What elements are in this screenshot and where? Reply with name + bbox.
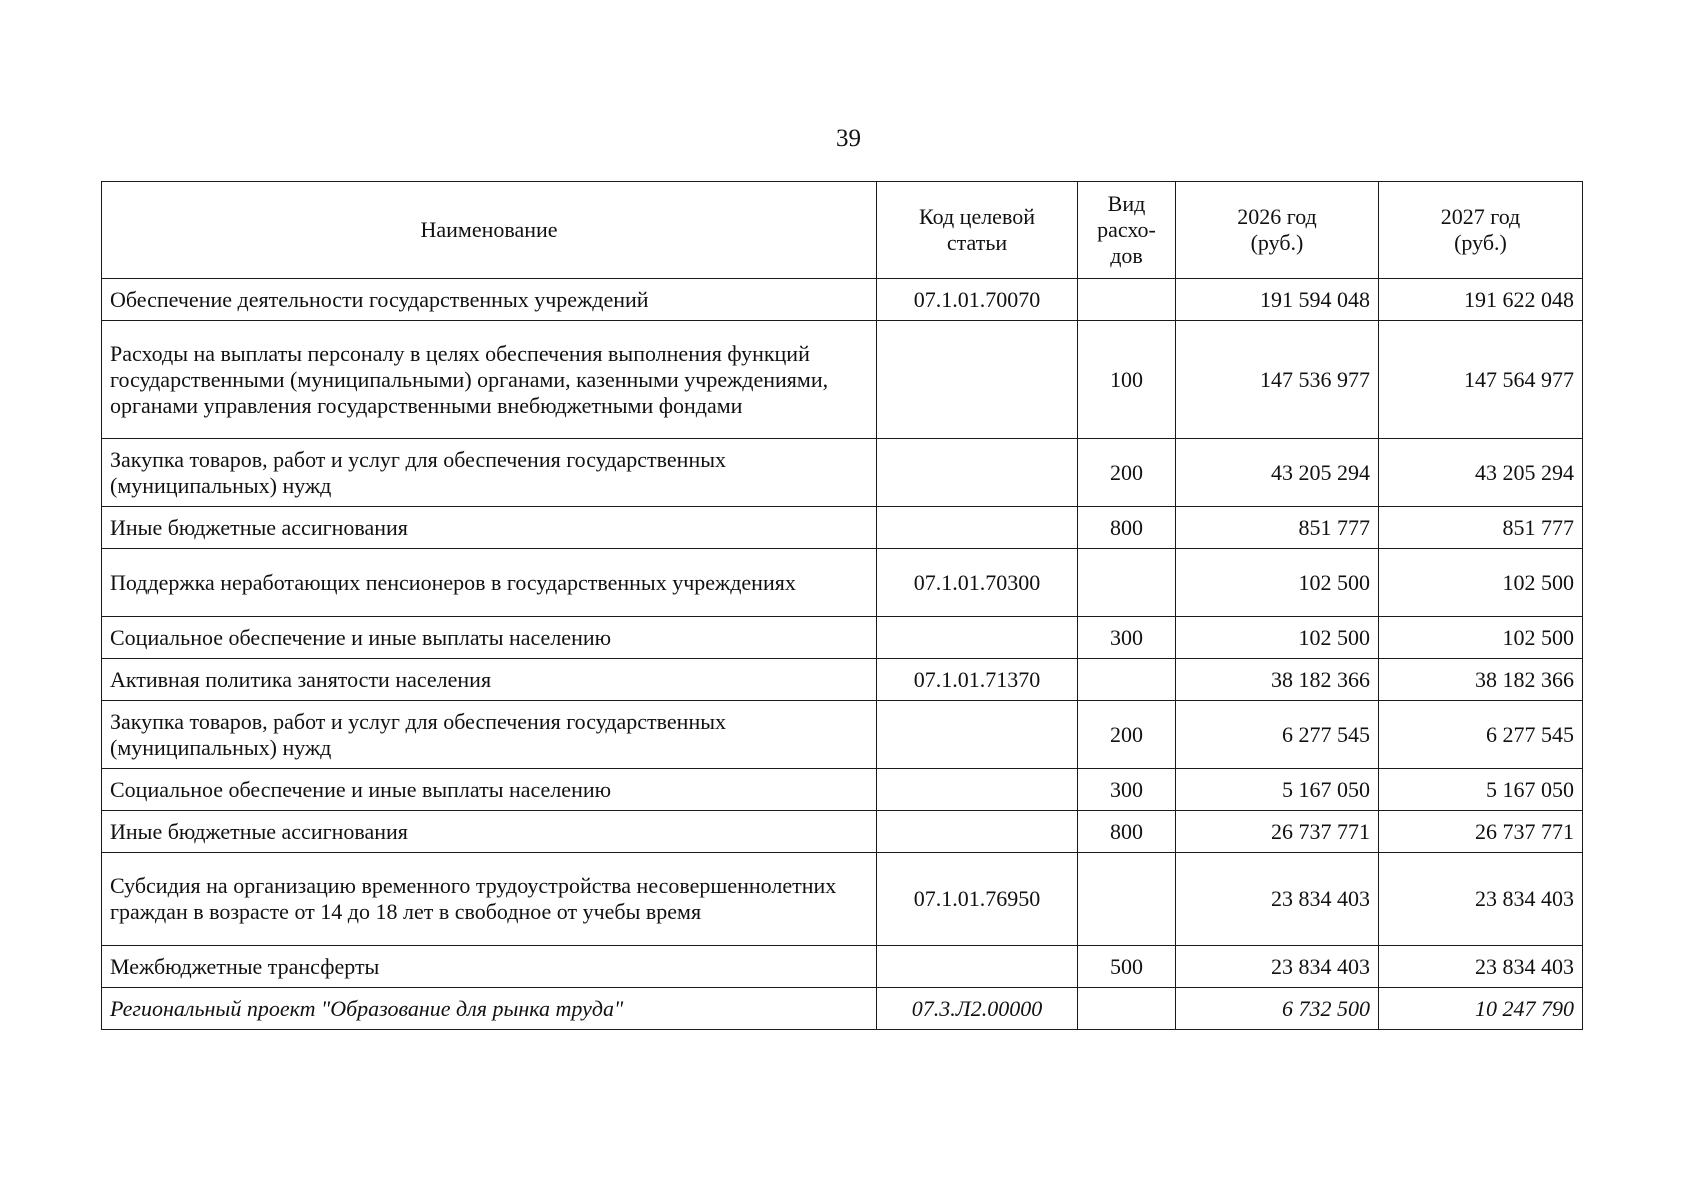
header-code-line: статьи (946, 230, 1008, 255)
cell-name: Расходы на выплаты персоналу в целях обеспечения выполнения функций государственными (муниципальными) органами, казенными учреждениями, органами управления государственными внебюджетными фондами (102, 321, 877, 439)
table-row (102, 439, 1583, 507)
cell-2026: 23 834 403 (1176, 853, 1379, 946)
cell-2027: 23 834 403 (1379, 853, 1583, 946)
cell-name: Социальное обеспечение и иные выплаты населению (102, 769, 877, 811)
cell-2027: 191 622 048 (1379, 279, 1583, 321)
cell-expense-type (1078, 549, 1176, 617)
header-code (877, 182, 1078, 279)
cell-code: 07.1.01.71370 (877, 659, 1078, 701)
cell-expense-type: 300 (1078, 769, 1176, 811)
cell-code (877, 321, 1078, 439)
table-row (102, 279, 1583, 321)
cell-code: 07.1.01.70300 (877, 549, 1078, 617)
cell-2027: 102 500 (1379, 549, 1583, 617)
cell-expense-type (1078, 659, 1176, 701)
cell-2027: 102 500 (1379, 617, 1583, 659)
table-body (102, 279, 1583, 1030)
cell-code: 07.1.01.70070 (877, 279, 1078, 321)
page-number: 39 (836, 125, 861, 152)
table-row (102, 659, 1583, 701)
cell-name: Иные бюджетные ассигнования (102, 507, 877, 549)
cell-code: 07.3.Л2.00000 (877, 988, 1078, 1030)
cell-expense-type: 200 (1078, 701, 1176, 769)
cell-name: Региональный проект "Образование для рынка труда" (102, 988, 877, 1030)
table-row (102, 946, 1583, 988)
cell-expense-type (1078, 279, 1176, 321)
table-row (102, 321, 1583, 439)
cell-expense-type: 300 (1078, 617, 1176, 659)
cell-expense-type: 500 (1078, 946, 1176, 988)
cell-2027: 23 834 403 (1379, 946, 1583, 988)
cell-code (877, 811, 1078, 853)
table-row (102, 988, 1583, 1030)
header-2026 (1176, 182, 1379, 279)
cell-name: Закупка товаров, работ и услуг для обеспечения государственных (муниципальных) нужд (102, 439, 877, 507)
cell-2026: 147 536 977 (1176, 321, 1379, 439)
cell-2026: 6 277 545 (1176, 701, 1379, 769)
cell-2026: 6 732 500 (1176, 988, 1379, 1030)
cell-2027: 851 777 (1379, 507, 1583, 549)
header-2027-line: 2027 год (1440, 204, 1521, 229)
cell-expense-type (1078, 853, 1176, 946)
cell-expense-type: 800 (1078, 507, 1176, 549)
cell-expense-type (1078, 988, 1176, 1030)
cell-code: 07.1.01.76950 (877, 853, 1078, 946)
cell-code (877, 507, 1078, 549)
cell-name: Поддержка неработающих пенсионеров в государственных учреждениях (102, 549, 877, 617)
cell-name: Социальное обеспечение и иные выплаты населению (102, 617, 877, 659)
table-row (102, 617, 1583, 659)
cell-name: Межбюджетные трансферты (102, 946, 877, 988)
cell-2027: 43 205 294 (1379, 439, 1583, 507)
cell-2027: 10 247 790 (1379, 988, 1583, 1030)
cell-code (877, 769, 1078, 811)
table-row (102, 853, 1583, 946)
cell-name: Субсидия на организацию временного трудоустройства несовершеннолетних граждан в возрасте от 14 до 18 лет в свободное от учебы время (102, 853, 877, 946)
cell-2026: 5 167 050 (1176, 769, 1379, 811)
cell-expense-type: 100 (1078, 321, 1176, 439)
cell-2026: 851 777 (1176, 507, 1379, 549)
cell-2026: 102 500 (1176, 549, 1379, 617)
cell-2027: 26 737 771 (1379, 811, 1583, 853)
header-2026-line: 2026 год (1237, 204, 1317, 229)
cell-2026: 191 594 048 (1176, 279, 1379, 321)
cell-code (877, 946, 1078, 988)
header-type-line: расхо- (1097, 217, 1156, 242)
table-row (102, 507, 1583, 549)
budget-table (101, 181, 1583, 1030)
cell-name: Закупка товаров, работ и услуг для обеспечения государственных (муниципальных) нужд (102, 701, 877, 769)
cell-2027: 147 564 977 (1379, 321, 1583, 439)
cell-2027: 6 277 545 (1379, 701, 1583, 769)
table-row (102, 811, 1583, 853)
header-type (1078, 182, 1176, 279)
cell-2026: 38 182 366 (1176, 659, 1379, 701)
table-row (102, 769, 1583, 811)
cell-name: Обеспечение деятельности государственных учреждений (102, 279, 877, 321)
table-header-row (102, 182, 1583, 279)
cell-2027: 5 167 050 (1379, 769, 1583, 811)
cell-code (877, 701, 1078, 769)
header-2027-line: (руб.) (1454, 230, 1507, 255)
cell-2026: 102 500 (1176, 617, 1379, 659)
cell-code (877, 439, 1078, 507)
header-type-line: Вид (1107, 191, 1146, 216)
cell-code (877, 617, 1078, 659)
cell-2026: 43 205 294 (1176, 439, 1379, 507)
cell-expense-type: 200 (1078, 439, 1176, 507)
table-row (102, 701, 1583, 769)
table-row (102, 549, 1583, 617)
cell-2026: 23 834 403 (1176, 946, 1379, 988)
cell-name: Иные бюджетные ассигнования (102, 811, 877, 853)
header-code-line: Код целевой (919, 204, 1035, 229)
header-name: Наименование (102, 182, 877, 279)
cell-2026: 26 737 771 (1176, 811, 1379, 853)
header-2027 (1379, 182, 1583, 279)
header-type-line: дов (1110, 243, 1143, 268)
cell-name: Активная политика занятости населения (102, 659, 877, 701)
cell-expense-type: 800 (1078, 811, 1176, 853)
cell-2027: 38 182 366 (1379, 659, 1583, 701)
header-2026-line: (руб.) (1250, 230, 1304, 255)
